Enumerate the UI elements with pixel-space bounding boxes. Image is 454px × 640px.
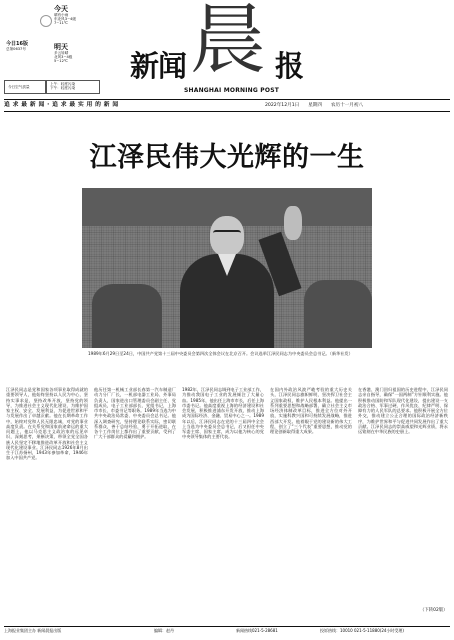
weather-today — [54, 5, 104, 26]
photo-figure-glasses — [213, 230, 241, 238]
footer — [4, 628, 450, 633]
slogan-line — [4, 99, 450, 100]
article-column-1: 江泽民同志是党和国家各项事业取得成就的重要领导人，他始终坚持以人民为中心，坚持实事求是，坚持改革开放，坚持党的领导，为推进社会主义现代化建设，为维护国家主权、安全、发展利益，为促进世界和平与发展作出了卓越贡献。他在长期革命工作中，始终对党和人民无限忠诚，对党的事业高度负责。在关系党和国家前途命运的重大问题上，他以马克思主义政治家的远见卓识，深刻思考，果断决策，带领全党全国各族人民坚定不移地推进改革开放和社会主义现代化建设事业。江泽民同志1926年8月出生于江苏扬州，1943年参加革命，1946年加入中国共产党。 — [6, 387, 88, 461]
weather-tomorrow — [54, 43, 104, 64]
tomorrow-wind: 北风3~4级 — [54, 55, 73, 60]
issue-date: 2022年12月1日 — [265, 103, 300, 108]
masthead-title-right: 报 — [275, 49, 305, 83]
article-column-2: 他历任第一机械工业部长春第一汽车制造厂动力分厂厂长，一机部电器工业局、外事局负责人，国家进出口管理委员会副主任、党组成员，电子工业部部长、党组书记，上海市市长、市委书记等职务。1989年当选为中共中央政治局常委、中央委员会总书记。他深入调查研究，坚持理论联系实际，密切联系群众，善于总结经验，勇于开拓进取，在各个工作岗位上都作出了重要贡献，受到了广大干部群众的爱戴和拥护。 — [94, 387, 176, 440]
photo-side-figures-right — [304, 280, 372, 348]
headline: 江泽民伟大光辉的一生 — [89, 142, 365, 173]
tomorrow-condition: 多云转晴 — [54, 51, 69, 55]
issue-number: 总第0637号 — [6, 47, 26, 51]
air-index-2: 下午：轻度污染 — [50, 86, 76, 91]
masthead-title-big: 晨 — [190, 0, 266, 84]
weather-panel — [4, 3, 104, 77]
masthead-title-left: 新闻 — [130, 49, 187, 83]
masthead — [120, 0, 320, 102]
today-label: 今天 — [54, 5, 68, 13]
date-line — [265, 103, 450, 109]
air-index-1: 上午：轻度污染 — [50, 82, 76, 86]
today-temp: 7~11℃ — [54, 21, 68, 26]
edition-info — [6, 41, 46, 51]
today-wind: 东北风3~4级 — [54, 17, 76, 22]
masthead-english: SHANGHAI MORNING POST — [184, 87, 280, 94]
tomorrow-label: 明天 — [54, 43, 68, 51]
footer-publisher: 上海报业集团主办 新闻晨报出版 — [4, 628, 62, 633]
air-quality-box — [4, 80, 46, 94]
article-column-5: 在香港、澳门回归祖国的历史进程中，江泽民同志亲自指导，确保“一国两制”方针顺利实施。他积极推动国防和军队现代化建设，提出建设一支政治合格、军事过硬、作风优良、纪律严明、保障有力的人民军队的总要求。他积极开展全方位外交，推动建立公正合理的国际政治经济新秩序，为维护世界和平与促进共同发展作出了重大贡献。江泽民同志的崇高威望和光辉业绩，将永远铭刻在中华民族的史册上。 — [358, 387, 448, 434]
weekday: 星期四 — [308, 103, 322, 108]
main-photo — [82, 188, 372, 348]
page-count: 今日16版 — [6, 41, 28, 47]
footer-phone: 新闻热线021-5-28681 — [236, 628, 278, 633]
footer-rule — [4, 626, 450, 627]
photo-raised-hand — [284, 206, 302, 240]
footer-editor: 编辑：赵丹 — [154, 628, 174, 633]
article-column-3: 1982年，江泽民同志调到电子工业部工作，为推动我国电子工业的发展倾注了大量心血。1985年，他出任上海市市长，后任上海市委书记。他高度重视上海的经济建设和社会发展，积极推进浦东开发开放，推动上海成为国际经济、金融、贸易中心之一。1989年以后，江泽民同志在党的十三届四中全会上当选为中央委员会总书记，后又担任中央军委主席、国家主席，成为以他为核心的党中央领导集体的主要代表。 — [182, 387, 264, 440]
photo-caption: 1989年6月29日至24日，中国共产党第十三届中央委员会第四次全体会议在北京召开。会议选举江泽民同志为中央委员会总书记。（新华社发） — [88, 351, 353, 356]
footer-hotline: 投诉热线：10010 021-5-11880(24小时受理) — [320, 628, 404, 633]
slogan-line-bottom — [4, 111, 450, 112]
today-condition: 晴有小雨 — [54, 13, 69, 17]
article-column-4: 在国内外政治风波严峻考验的重大历史关头，江泽民同志旗帜鲜明，坚决捍卫社会主义国家政权，维护人民根本利益。他提出一系列重要思想和战略部署，确立社会主义市场经济体制改革目标，推进全方位对外开放，实施科教兴国和可持续发展战略，推进西部大开发。他着眼于党的建设新的伟大工程，创立了“三个代表”重要思想，推动党的理论创新取得重大成果。 — [270, 387, 352, 434]
air-index-box — [46, 80, 100, 94]
tomorrow-temp: 5~12℃ — [54, 59, 68, 64]
weather-icon — [40, 15, 52, 27]
continued-note: （下转02版） — [420, 608, 448, 613]
air-quality-label: 今日空气质量 — [8, 85, 30, 89]
masthead-slogan: 追 求 最 新 闻 · 追 求 最 实 用 的 新 闻 — [4, 102, 119, 108]
lunar-date: 农历十一月初八 — [330, 103, 364, 108]
photo-side-figures — [92, 284, 162, 348]
